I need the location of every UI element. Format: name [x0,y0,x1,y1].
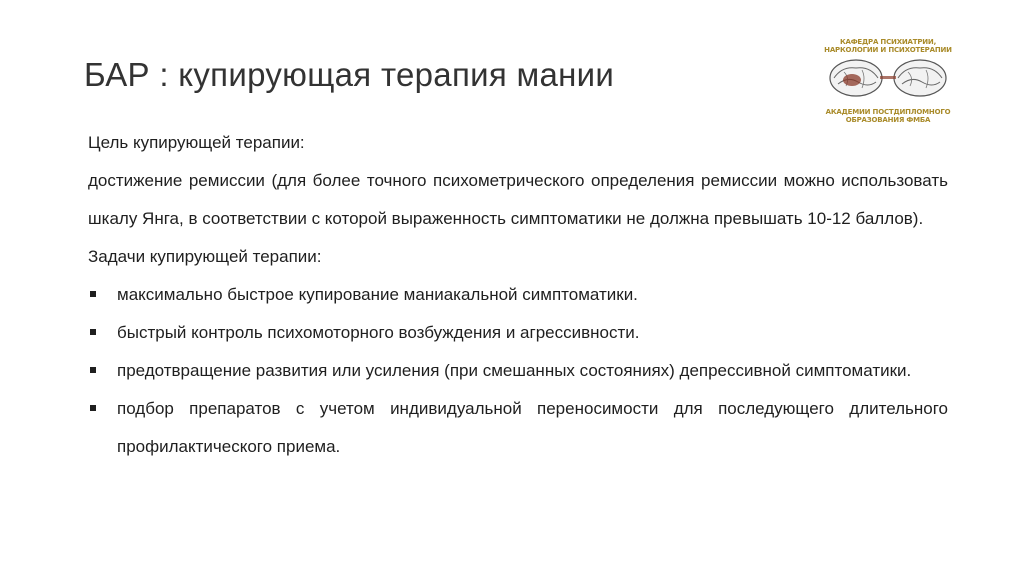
list-item [88,276,948,314]
task-text: максимально быстрое купирование маниакальной симптоматики. [117,285,638,304]
logo-bottom-text: АКАДЕМИИ ПОСТДИПЛОМНОГО ОБРАЗОВАНИЯ ФМБА [825,108,951,124]
bullet-square-icon [90,291,96,297]
tasks-list [88,276,948,466]
slide-title: БАР : купирующая терапия мании [84,56,615,93]
tasks-heading: Задачи купирующей терапии: [88,247,322,266]
task-text: быстрый контроль психомоторного возбуждения и агрессивности. [117,323,640,342]
list-item [88,352,948,390]
list-item [88,390,948,466]
task-text: подбор препаратов с учетом индивидуальной переносимости для последующего длительного профилактического приема. [117,399,948,456]
goal-text: достижение ремиссии (для более точного психометрического определения ремиссии можно использовать шкалу Янга, в соответствии с которой выраженность симптоматики не должна превышать 10-12 баллов). [88,171,948,228]
logo-top-text: КАФЕДРА ПСИХИАТРИИ, НАРКОЛОГИИ И ПСИХОТЕРАПИИ [824,38,952,54]
goal-heading: Цель купирующей терапии: [88,133,305,152]
department-logo [822,34,954,134]
list-item [88,314,948,352]
bullet-square-icon [90,329,96,335]
bullet-square-icon [90,367,96,373]
task-text: предотвращение развития или усиления (при смешанных состояниях) депрессивной симптоматики. [117,361,912,380]
bullet-square-icon [90,405,96,411]
brain-icon [822,54,954,110]
slide-content [88,124,948,466]
